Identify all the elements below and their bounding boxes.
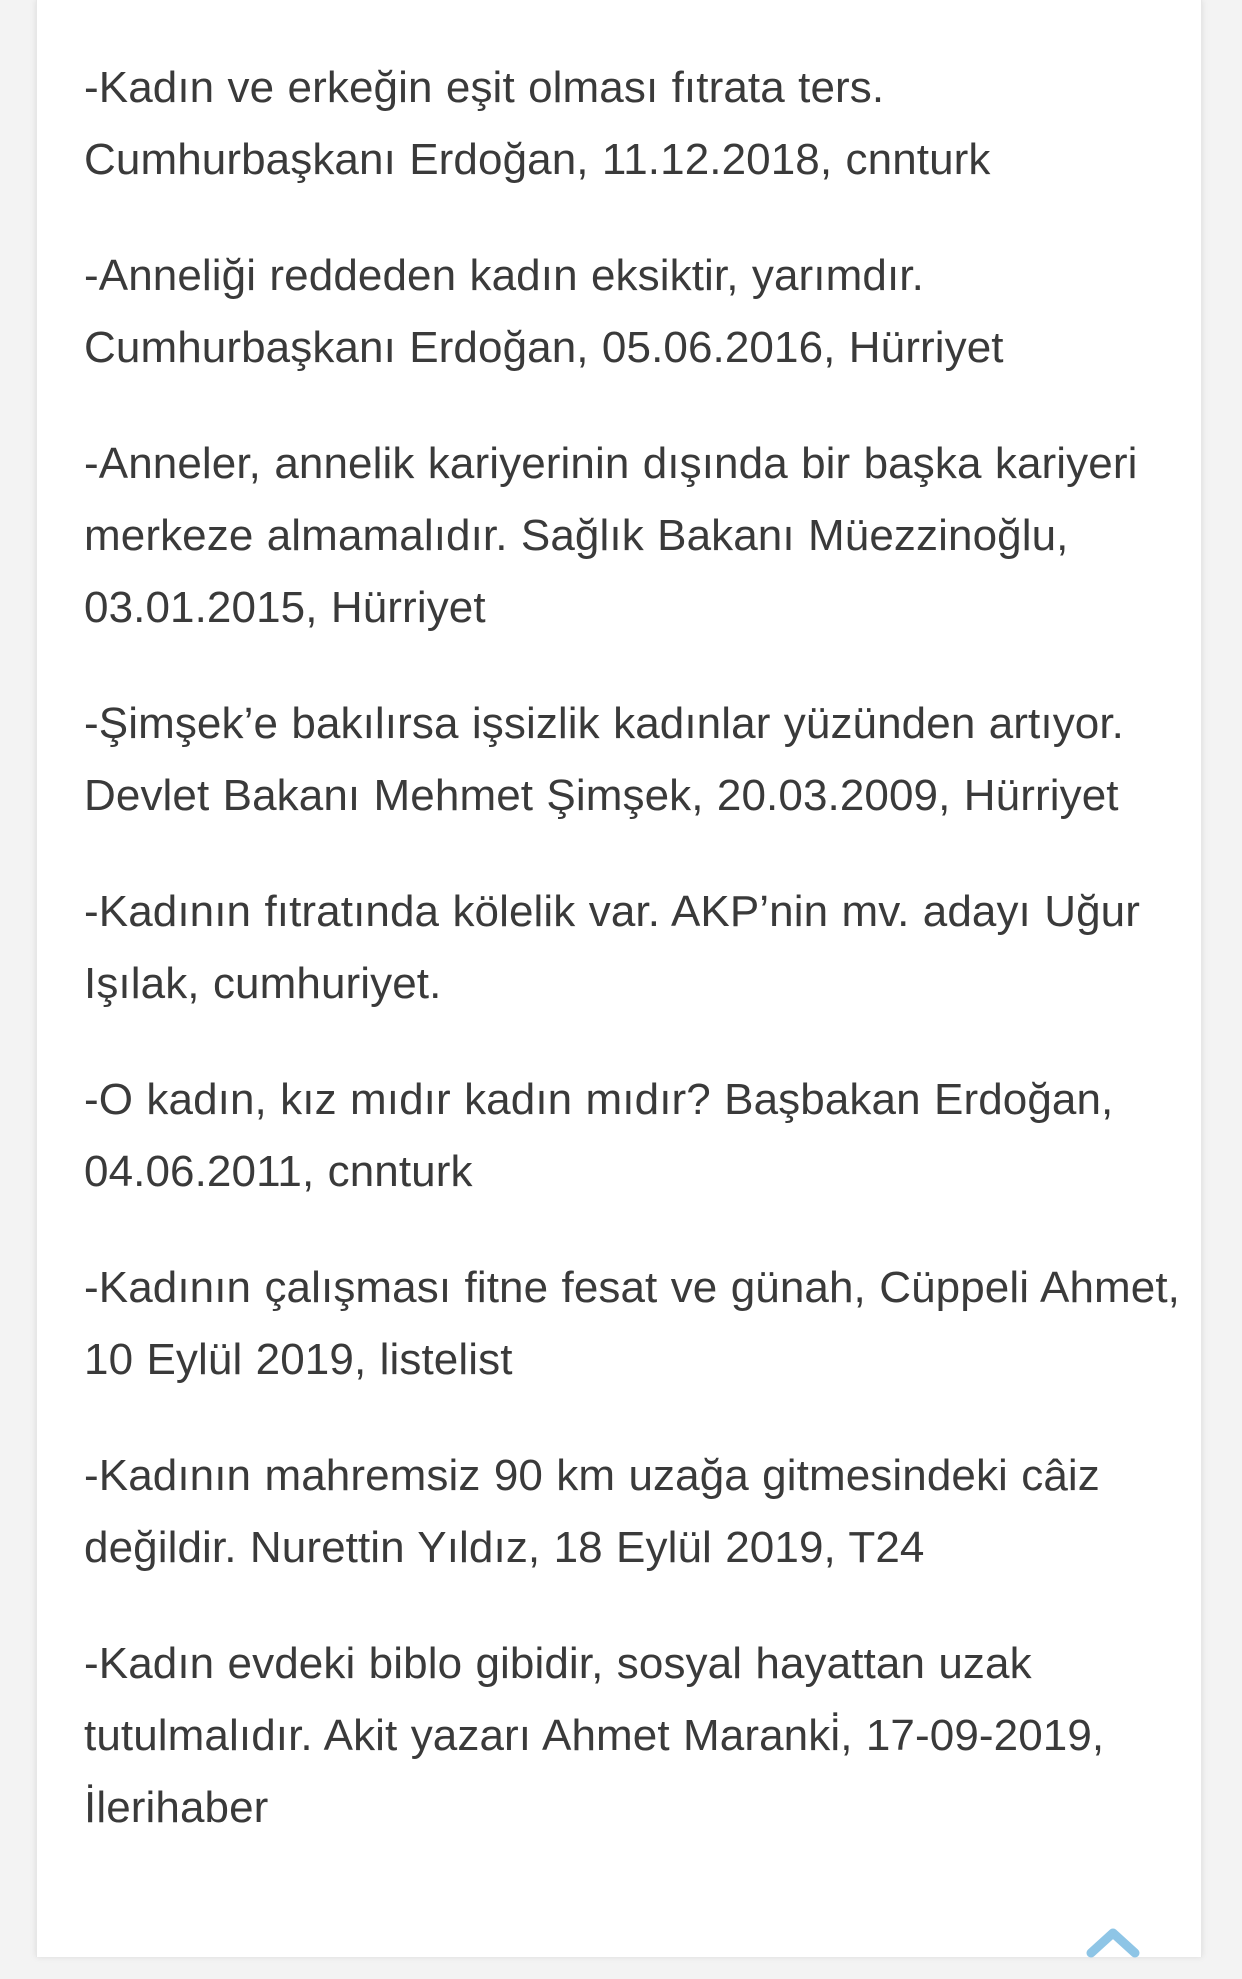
- quote-paragraph: -Kadının fıtratında kölelik var. AKP’nin mv. adayı Uğur Işılak, cumhuriyet.: [84, 887, 1140, 1008]
- quote-paragraph: -Kadının çalışması fitne fesat ve günah, Cüppeli Ahmet, 10 Eylül 2019, listelist: [84, 1263, 1180, 1384]
- quote-paragraph: -Anneliği reddeden kadın eksiktir, yarımdır. Cumhurbaşkanı Erdoğan, 05.06.2016, Hürriyet: [84, 251, 1004, 372]
- quote-paragraph: -Kadın ve erkeğin eşit olması fıtrata ters. Cumhurbaşkanı Erdoğan, 11.12.2018, cnnturk: [84, 63, 991, 184]
- quote-paragraph: -O kadın, kız mıdır kadın mıdır? Başbakan Erdoğan, 04.06.2011, cnnturk: [84, 1075, 1114, 1196]
- quote-paragraph: -Anneler, annelik kariyerinin dışında bir başka kariyeri merkeze almamalıdır. Sağlık Bakanı Müezzinoğlu, 03.01.2015, Hürriyet: [84, 439, 1138, 632]
- article-card: [36, 0, 1202, 1957]
- scroll-to-top-button[interactable]: [1083, 1919, 1143, 1979]
- article-body: [84, 52, 1184, 1888]
- quote-paragraph: -Kadının mahremsiz 90 km uzağa gitmesindeki câiz değildir. Nurettin Yıldız, 18 Eylül 2019, T24: [84, 1451, 1100, 1572]
- quote-paragraph: -Şimşek’e bakılırsa işsizlik kadınlar yüzünden artıyor. Devlet Bakanı Mehmet Şimşek, 20.03.2009, Hürriyet: [84, 699, 1125, 820]
- chevron-up-icon: [1083, 1919, 1143, 1959]
- quote-paragraph: -Kadın evdeki biblo gibidir, sosyal hayattan uzak tutulmalıdır. Akit yazarı Ahmet Maranki̇, 17-09-2019, İlerihaber: [84, 1639, 1105, 1832]
